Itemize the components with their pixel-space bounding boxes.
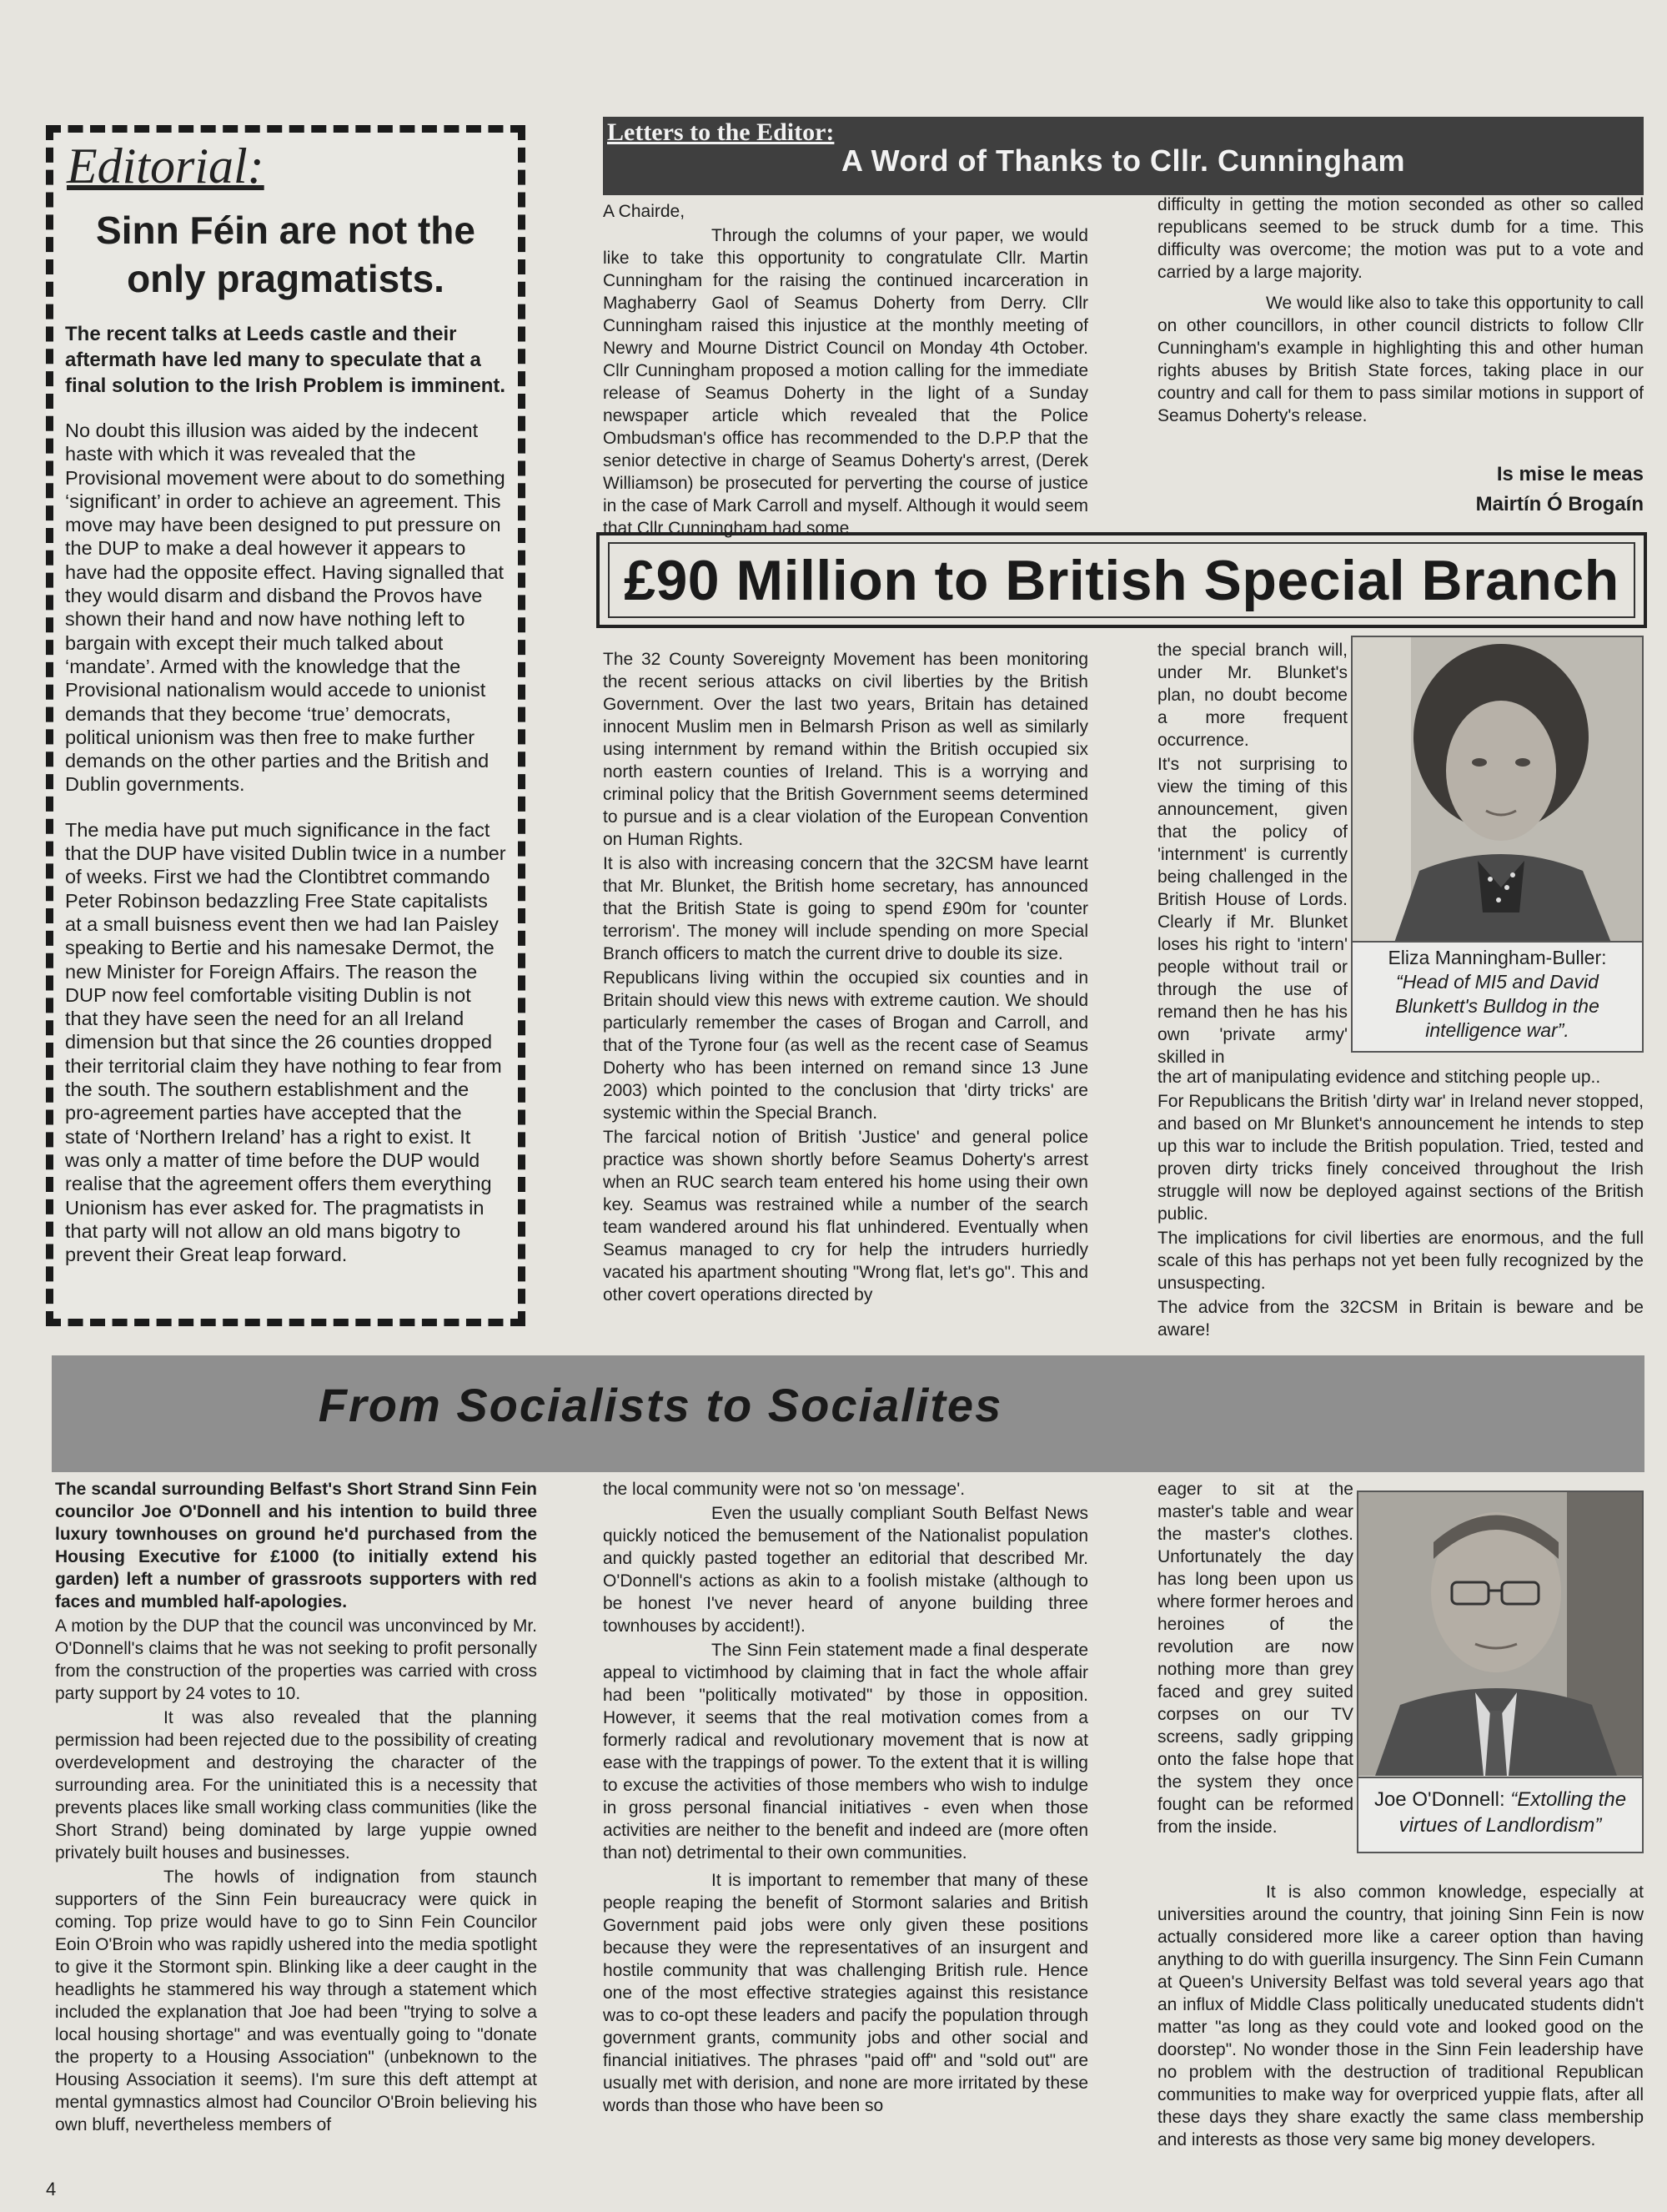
socialists-paragraph: It was also revealed that the planning permission had been rejected due to the possibility of creating overdevelopment and destroying the character of the surrounding area. For the uninitiated this is a necessity that prevents places like small working class communities (like the Short Strand) being dominated by large yuppie owned privately built houses and businesses. bbox=[55, 1708, 537, 1863]
joe-odonnell-photo bbox=[1357, 1491, 1644, 1824]
special-branch-paragraph: the art of manipulating evidence and stitching people up.. bbox=[1157, 1068, 1601, 1087]
special-branch-paragraph: It is also with increasing concern that the 32CSM have learnt that Mr. Blunket, the British home secretary, has announced that the British State is going to spend £90m for 'counter terrorism'. The money will include spending on more Special Branch officers to match the current drive to double its size. bbox=[603, 854, 1088, 963]
photo-caption-1 bbox=[1351, 941, 1644, 1053]
special-branch-headline-box bbox=[596, 532, 1647, 628]
special-branch-paragraph: The advice from the 32CSM in Britain is beware and be aware! bbox=[1157, 1298, 1644, 1340]
special-branch-column-right-narrow bbox=[1157, 639, 1348, 1070]
photo-caption-2 bbox=[1357, 1777, 1644, 1853]
letters-salutation: A Chairde, bbox=[603, 202, 685, 221]
letters-kicker: Letters to the Editor: bbox=[607, 118, 835, 146]
special-branch-paragraph: It's not surprising to view the timing of this announcement, given that the policy of 'internment' is currently being challenged in the British House of Lords. Clearly if Mr. Blunket loses his right to 'intern' people without trail or through the use of remand then he has his own 'private army' skilled in bbox=[1157, 755, 1348, 1067]
socialists-column-3-full bbox=[1157, 1881, 1644, 2153]
socialists-column-1 bbox=[55, 1478, 537, 2138]
editorial-headline: Sinn Féin are not the only pragmatists. bbox=[96, 209, 475, 300]
editorial-paragraph: The media have put much significance in the fact that the DUP have visited Dublin twice in a number of weeks. First we had the Clontibtret commando Peter Robinson bedazzling Free State capitalists at a small buisness event then we had Ian Paisley speaking to Bertie and his namesake Dermot, the new Minister for Foreign Affairs. The reason the DUP now feel comfortable visiting Dublin is not that they have seen the need for an all Ireland dimension but that since the 26 counties dropped their territorial claim they have nothing to fear from the south. The southern establishment and the pro-agreement parties have accepted that the state of ‘Northern Ireland’ has a right to exist. It was only a matter of time before the DUP would realise that the agreement offers them everything Unionism has ever asked for. The pragmatists in that party will not allow an old mans bigotry to prevent their Great leap forward. bbox=[65, 818, 506, 1266]
special-branch-column-left bbox=[603, 648, 1088, 1308]
editorial-intro: The recent talks at Leeds castle and their aftermath have led many to speculate that a final solution to the Irish Problem is imminent. bbox=[65, 323, 506, 397]
caption-quote: “Extolling the virtues of Landlordism” bbox=[1398, 1788, 1627, 1837]
editorial-label: Editorial: bbox=[67, 138, 264, 194]
socialists-lead: The scandal surrounding Belfast's Short Strand Sinn Fein councilor Joe O'Donnell and his intention to build three luxury townhouses on ground he'd purchased from the Housing Executive for £1000 (to initially extend his garden) left a number of grassroots supporters with red faces and mumbled half-apologies. bbox=[55, 1480, 537, 1611]
letters-column-left bbox=[603, 200, 1088, 541]
letters-paragraph: Through the columns of your paper, we would like to take this opportunity to congratulate Cllr. Martin Cunningham for the raising the continued incarceration in Maghaberry Gaol of Seamus Doherty from Derry. Cllr Cunningham raised this injustice at the monthly meeting of Newry and Mourne District Council on Monday 4th October. Cllr Cunningham proposed a motion calling for the immediate release of Seamus Doherty in the light of a Sunday newspaper article which revealed that the Police Ombudsman's office has recommended to the D.P.P that the senior detective in charge of Seamus Doherty's arrest, (Derek Williamson) be prosecuted for perverting the course of justice in the case of Mark Carroll and myself. Although it would seem that Cllr Cunningham had some bbox=[603, 226, 1088, 538]
portrait-man-image bbox=[1358, 1492, 1642, 1776]
socialists-headline: From Socialists to Socialites bbox=[318, 1379, 1003, 1431]
special-branch-paragraph: The 32 County Sovereignty Movement has been monitoring the recent serious attacks on civil liberties by the British Government. Over the last two years, Britain has detained innocent Muslim men in Belmarsh Prison as well as similarly using internment by remand within the British occupied six north eastern counties of Ireland. This is a worrying and criminal policy that the British Government seems determined to pursue and is a clear violation of the European Convention on Human Rights. bbox=[603, 650, 1088, 849]
special-branch-paragraph: The implications for civil liberties are enormous, and the full scale of this has perhaps not yet been fully recognized by the unsuspecting. bbox=[1157, 1229, 1644, 1293]
socialists-paragraph: the local community were not so 'on message'. bbox=[603, 1480, 966, 1499]
special-branch-headline: £90 Million to British Special Branch bbox=[624, 548, 1619, 612]
socialists-paragraph: It is important to remember that many of these people reaping the benefit of Stormont salaries and British Government paid jobs were only given these positions because they were the representatives of an insurgent and hostile community that was challenging British rule. Hence one of the most effective strategies against this resistance was to co-opt these leaders and pacify the population through government grants, community jobs and other social and financial initiatives. The phrases "paid off" and "sold out" are usually met with derision, and none are more irritated by these words than those who have been so bbox=[603, 1871, 1088, 2115]
editorial-paragraph: No doubt this illusion was aided by the indecent haste with which it was revealed that the Provisional movement were about to do something ‘significant’ in order to achieve an agreement. This move may have been designed to put pressure on the DUP to make a deal however it appears to have had the opposite effect. Having signalled that they would disarm and disband the Provos have shown their hand and now have nothing left to bargain with except their much talked about ‘mandate’. Armed with the knowledge that the Provisional nationalism would accede to unionist demands that they become ‘true’ democrats, political unionism was then free to make further demands on the other parties and the British and Dublin governments. bbox=[65, 420, 505, 796]
letters-paragraph-cont: difficulty in getting the motion seconded as other so called republicans seemed to be struck dumb for a time. This difficulty was overcome; the motion was put to a vote and carried by a large majority. bbox=[1157, 195, 1644, 282]
editorial-box bbox=[46, 125, 525, 1326]
caption-name: Joe O'Donnell: bbox=[1373, 1788, 1505, 1811]
page-number: 4 bbox=[46, 2179, 57, 2199]
portrait-woman-image bbox=[1353, 637, 1642, 943]
socialists-paragraph: Even the usually compliant South Belfast News quickly noticed the bemusement of the Nationalist population and quickly pasted together an editorial that described Mr. O'Donnell's actions as akin to a foolish mistake (although to be honest I've never heard of anyone building three townhouses by accident!). bbox=[603, 1504, 1088, 1636]
special-branch-paragraph: The farcical notion of British 'Justice' and general police practice was shown shortly before Seamus Doherty's arrest when an RUC search team entered his home using their own key. Seamus was restrained while a number of the search team wandered around his flat unhindered. Eventually when Seamus managed to cry for help the intruders hurriedly vacated his apartment shouting "Wrong flat, let's go". This and other covert operations directed by bbox=[603, 1128, 1088, 1305]
special-branch-paragraph: For Republicans the British 'dirty war' in Ireland never stopped, and based on Mr Blunket's announcement he intends to step up this war to include the British population. Tried, tested and proven dirty tricks finely conceived throughout the Irish struggle will now be deployed against sections of the British public. bbox=[1157, 1092, 1644, 1224]
letters-title: A Word of Thanks to Cllr. Cunningham bbox=[841, 143, 1405, 178]
special-branch-paragraph: Republicans living within the occupied six counties and in Britain should view this news with extreme caution. We should particularly remember the cases of Brogan and Carroll, and that of the Tyrone four (as well as the recent case of Seamus Doherty who has been interned on remand since 13 June 2003) which pointed to the conclusion that 'dirty tricks' are systemic within the Special Branch. bbox=[603, 968, 1088, 1123]
caption-name: Eliza Manningham-Buller: bbox=[1388, 947, 1607, 968]
socialists-paragraph: eager to sit at the master's table and wear the master's clothes. Unfortunately the day has long been upon us where former heroes and heroines of the revolution are now nothing more than grey faced and grey suited corpses on our TV screens, sadly gripping onto the false hope that the system they once fought can be reformed from the inside. bbox=[1157, 1480, 1353, 1837]
caption-quote: “Head of MI5 and David Blunkett's Bulldog in the intelligence war”. bbox=[1395, 971, 1599, 1041]
special-branch-column-right-full bbox=[1157, 1066, 1644, 1343]
letters-column-right bbox=[1157, 194, 1644, 520]
socialists-column-3-narrow bbox=[1157, 1478, 1353, 1840]
socialists-paragraph: The Sinn Fein statement made a final desperate appeal to victimhood by claiming that in fact the whole affair had been "politically motivated" by those in opposition. However, it seems that the real motivation comes from a formerly radical and revolutionary movement that is now at ease with the trappings of power. To the extent that it is willing to excuse the activities of those members who wish to indulge in gross personal financial initiatives - even when those activities are neither to the benefit and indeed are (more often than not) detrimental to their own communities. bbox=[603, 1641, 1088, 1863]
socialists-paragraph: It is also common knowledge, especially at universities around the country, that joining Sinn Fein is now actually considered more like a career option than having anything to do with guerilla insurgency. The Sinn Fein Cumann at Queen's University Belfast was told several years ago that an influx of Middle Class politically uneducated students didn't matter "as long as they could vote and looked good on the doorstep". No wonder those in the Sinn Fein leadership have no problem with the destruction of traditional Republican communities to make way for overpriced yuppie flats, after all these days they share exactly the same class membership and interests as those very same big money developers. bbox=[1157, 1883, 1644, 2149]
socialists-column-2 bbox=[603, 1478, 1088, 2119]
special-branch-paragraph: the special branch will, under Mr. Blunket's plan, no doubt become a more frequent occurrence. bbox=[1157, 641, 1348, 750]
socialists-paragraph: A motion by the DUP that the council was unconvinced by Mr. O'Donnell's claims that he was not seeking to profit personally from the construction of the properties was carried with cross party support by 24 votes to 10. bbox=[55, 1616, 537, 1703]
socialists-paragraph: The howls of indignation from staunch supporters of the Sinn Fein bureaucracy were quick in coming. Top prize would have to go to Sinn Fein Councilor Eoin O'Broin who was rapidly ushered into the media spotlight to give it the Stormont spin. Blinking like a deer caught in the headlights he stammered his way through a statement which included the explanation that Joe had been "trying to solve a local housing shortage" and was eventually going to "donate the property to a Housing Association" (unbeknown to the Housing Association it seems). I'm sure this deft attempt at mental gymnastics almost had Councilor O'Broin believing his own bluff, nevertheless members of bbox=[55, 1868, 537, 2134]
letters-paragraph: We would like also to take this opportunity to call on other councillors, in other council districts to follow Cllr Cunningham's example in highlighting this and other human rights abuses by British State forces, taking place in our country and call for them to pass similar motions in support of Seamus Doherty's release. bbox=[1157, 294, 1644, 425]
letters-signoff: Is mise le meas bbox=[1496, 463, 1644, 485]
letters-signature: Mairtín Ó Brogaín bbox=[1475, 493, 1644, 515]
